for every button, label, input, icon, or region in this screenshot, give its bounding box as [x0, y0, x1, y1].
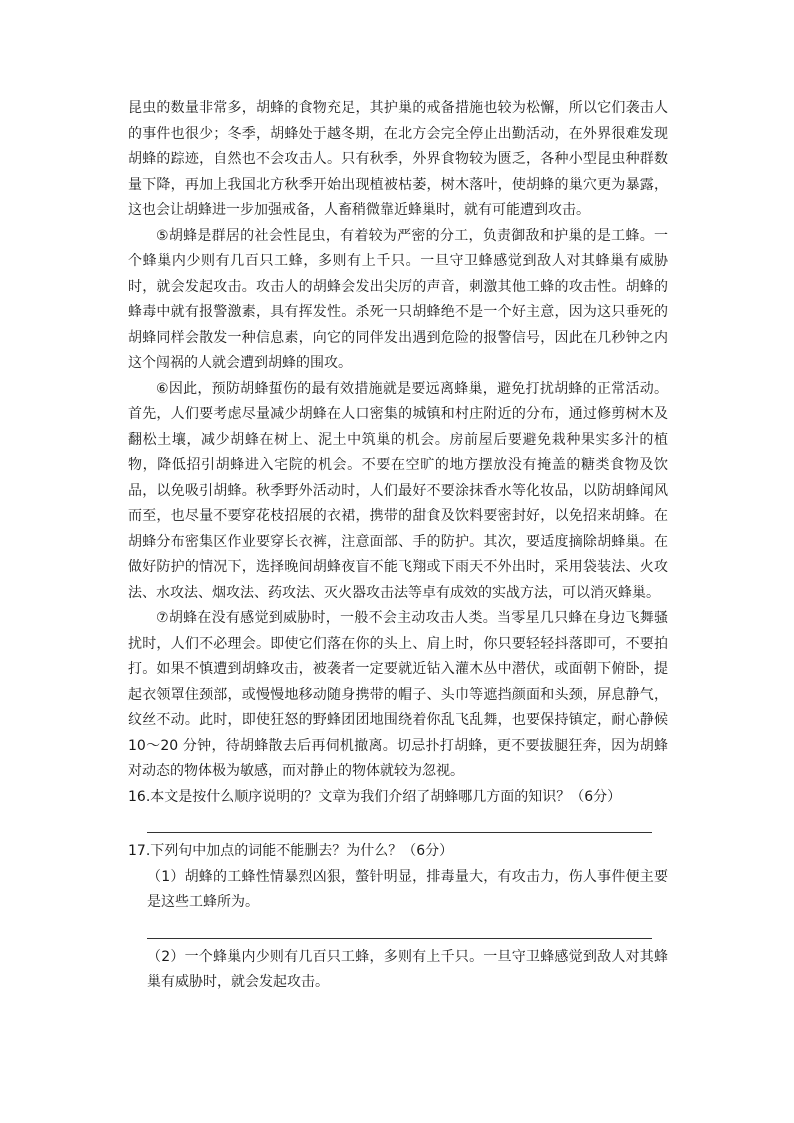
answer-line-16[interactable]	[147, 810, 652, 833]
paragraph-5: ⑤胡蜂是群居的社会性昆虫，有着较为严密的分工，负责御敌和护巢的是工蜂。一个蜂巢内少则有几百只工蜂，多则有上千只。一旦守卫蜂感觉到敌人对其蜂巢有威胁时，就会发起攻击。攻击人的胡蜂会发出尖厉的声音，刺激其他工蜂的攻击性。胡蜂的蜂毒中就有报警激素，具有挥发性。杀死一只胡蜂绝不是一个好主意，因为这只垂死的胡蜂同样会散发一种信息素，向它的同伴发出遇到危险的报警信号，因此在几秒钟之内这个闯祸的人就会遭到胡蜂的围攻。	[128, 227, 668, 371]
question-17-item-1: （1）胡蜂的工蜂性情暴烈凶狠，螫针明显，排毒量大，有攻击力，伤人事件便主要是这些工蜂所为。	[147, 868, 668, 910]
paragraph-6: ⑥因此，预防胡蜂蜇伤的最有效措施就是要远离蜂巢，避免打扰胡蜂的正常活动。首先，人们要考虑尽量减少胡蜂在人口密集的城镇和村庄附近的分布，通过修剪树木及翻松土壤，减少胡蜂在树上、泥土中筑巢的机会。房前屋后要避免栽种果实多汁的植物，降低招引胡蜂进入宅院的机会。不要在空旷的地方摆放没有掩盖的糖类食物及饮品，以免吸引胡蜂。秋季野外活动时，人们最好不要涂抹香水等化妆品，以防胡蜂闻风而至，也尽量不要穿花枝招展的衣裙，携带的甜食及饮料要密封好，以免招来胡蜂。在胡蜂分布密集区作业要穿长衣裤，注意面部、手的防护。其次，要适度摘除胡蜂巢。在做好防护的情况下，选择晚间胡蜂夜盲不能飞翔或下雨天不外出时，采用袋装法、火攻法、水攻法、烟攻法、药攻法、灭火器攻击法等卓有成效的实战方法，可以消灭蜂巢。	[128, 380, 668, 601]
question-16: 16.本文是按什么顺序说明的？文章为我们介绍了胡蜂哪几方面的知识？（6分）	[128, 788, 622, 805]
answer-line-17-1[interactable]	[147, 916, 652, 939]
article-body	[128, 96, 668, 996]
question-17: 17.下列句中加点的词能不能删去？为什么？（6分）	[128, 843, 454, 859]
paragraph-continued: 昆虫的数量非常多，胡蜂的食物充足，其护巢的戒备措施也较为松懈，所以它们袭击人的事件也很少；冬季，胡蜂处于越冬期，在北方会完全停止出勤活动，在外界很难发现胡蜂的踪迹，自然也不会攻击人。只有秋季，外界食物较为匮乏，各种小型昆虫种群数量下降，再加上我国北方秋季开始出现植被枯萎，树木落叶，使胡蜂的巢穴更为暴露，这也会让胡蜂进一步加强戒备，人畜稍微靠近蜂巢时，就有可能遭到攻击。	[128, 100, 668, 218]
question-17-item-2: （2）一个蜂巢内少则有几百只工蜂，多则有上千只。一旦守卫蜂感觉到敌人对其蜂巢有威胁时，就会发起攻击。	[147, 948, 668, 990]
paragraph-7: ⑦胡蜂在没有感觉到威胁时，一般不会主动攻击人类。当零星几只蜂在身边飞舞骚扰时，人们不必理会。即使它们落在你的头上、肩上时，你只要轻轻抖落即可，不要拍打。如果不慎遭到胡蜂攻击，被袭者一定要就近钻入灌木丛中潜伏，或面朝下俯卧，提起衣领罩住颈部，或慢慢地移动随身携带的帽子、头巾等遮挡颜面和头颈，屏息静气，纹丝不动。此时，即使狂怒的野蜂团团地围绕着你乱飞乱舞，也要保持镇定，耐心静候 10～20 分钟，待胡蜂散去后再伺机撤离。切忌扑打胡蜂，更不要拔腿狂奔，因为胡蜂对动态的物体极为敏感，而对静止的物体就较为忽视。	[128, 610, 668, 779]
